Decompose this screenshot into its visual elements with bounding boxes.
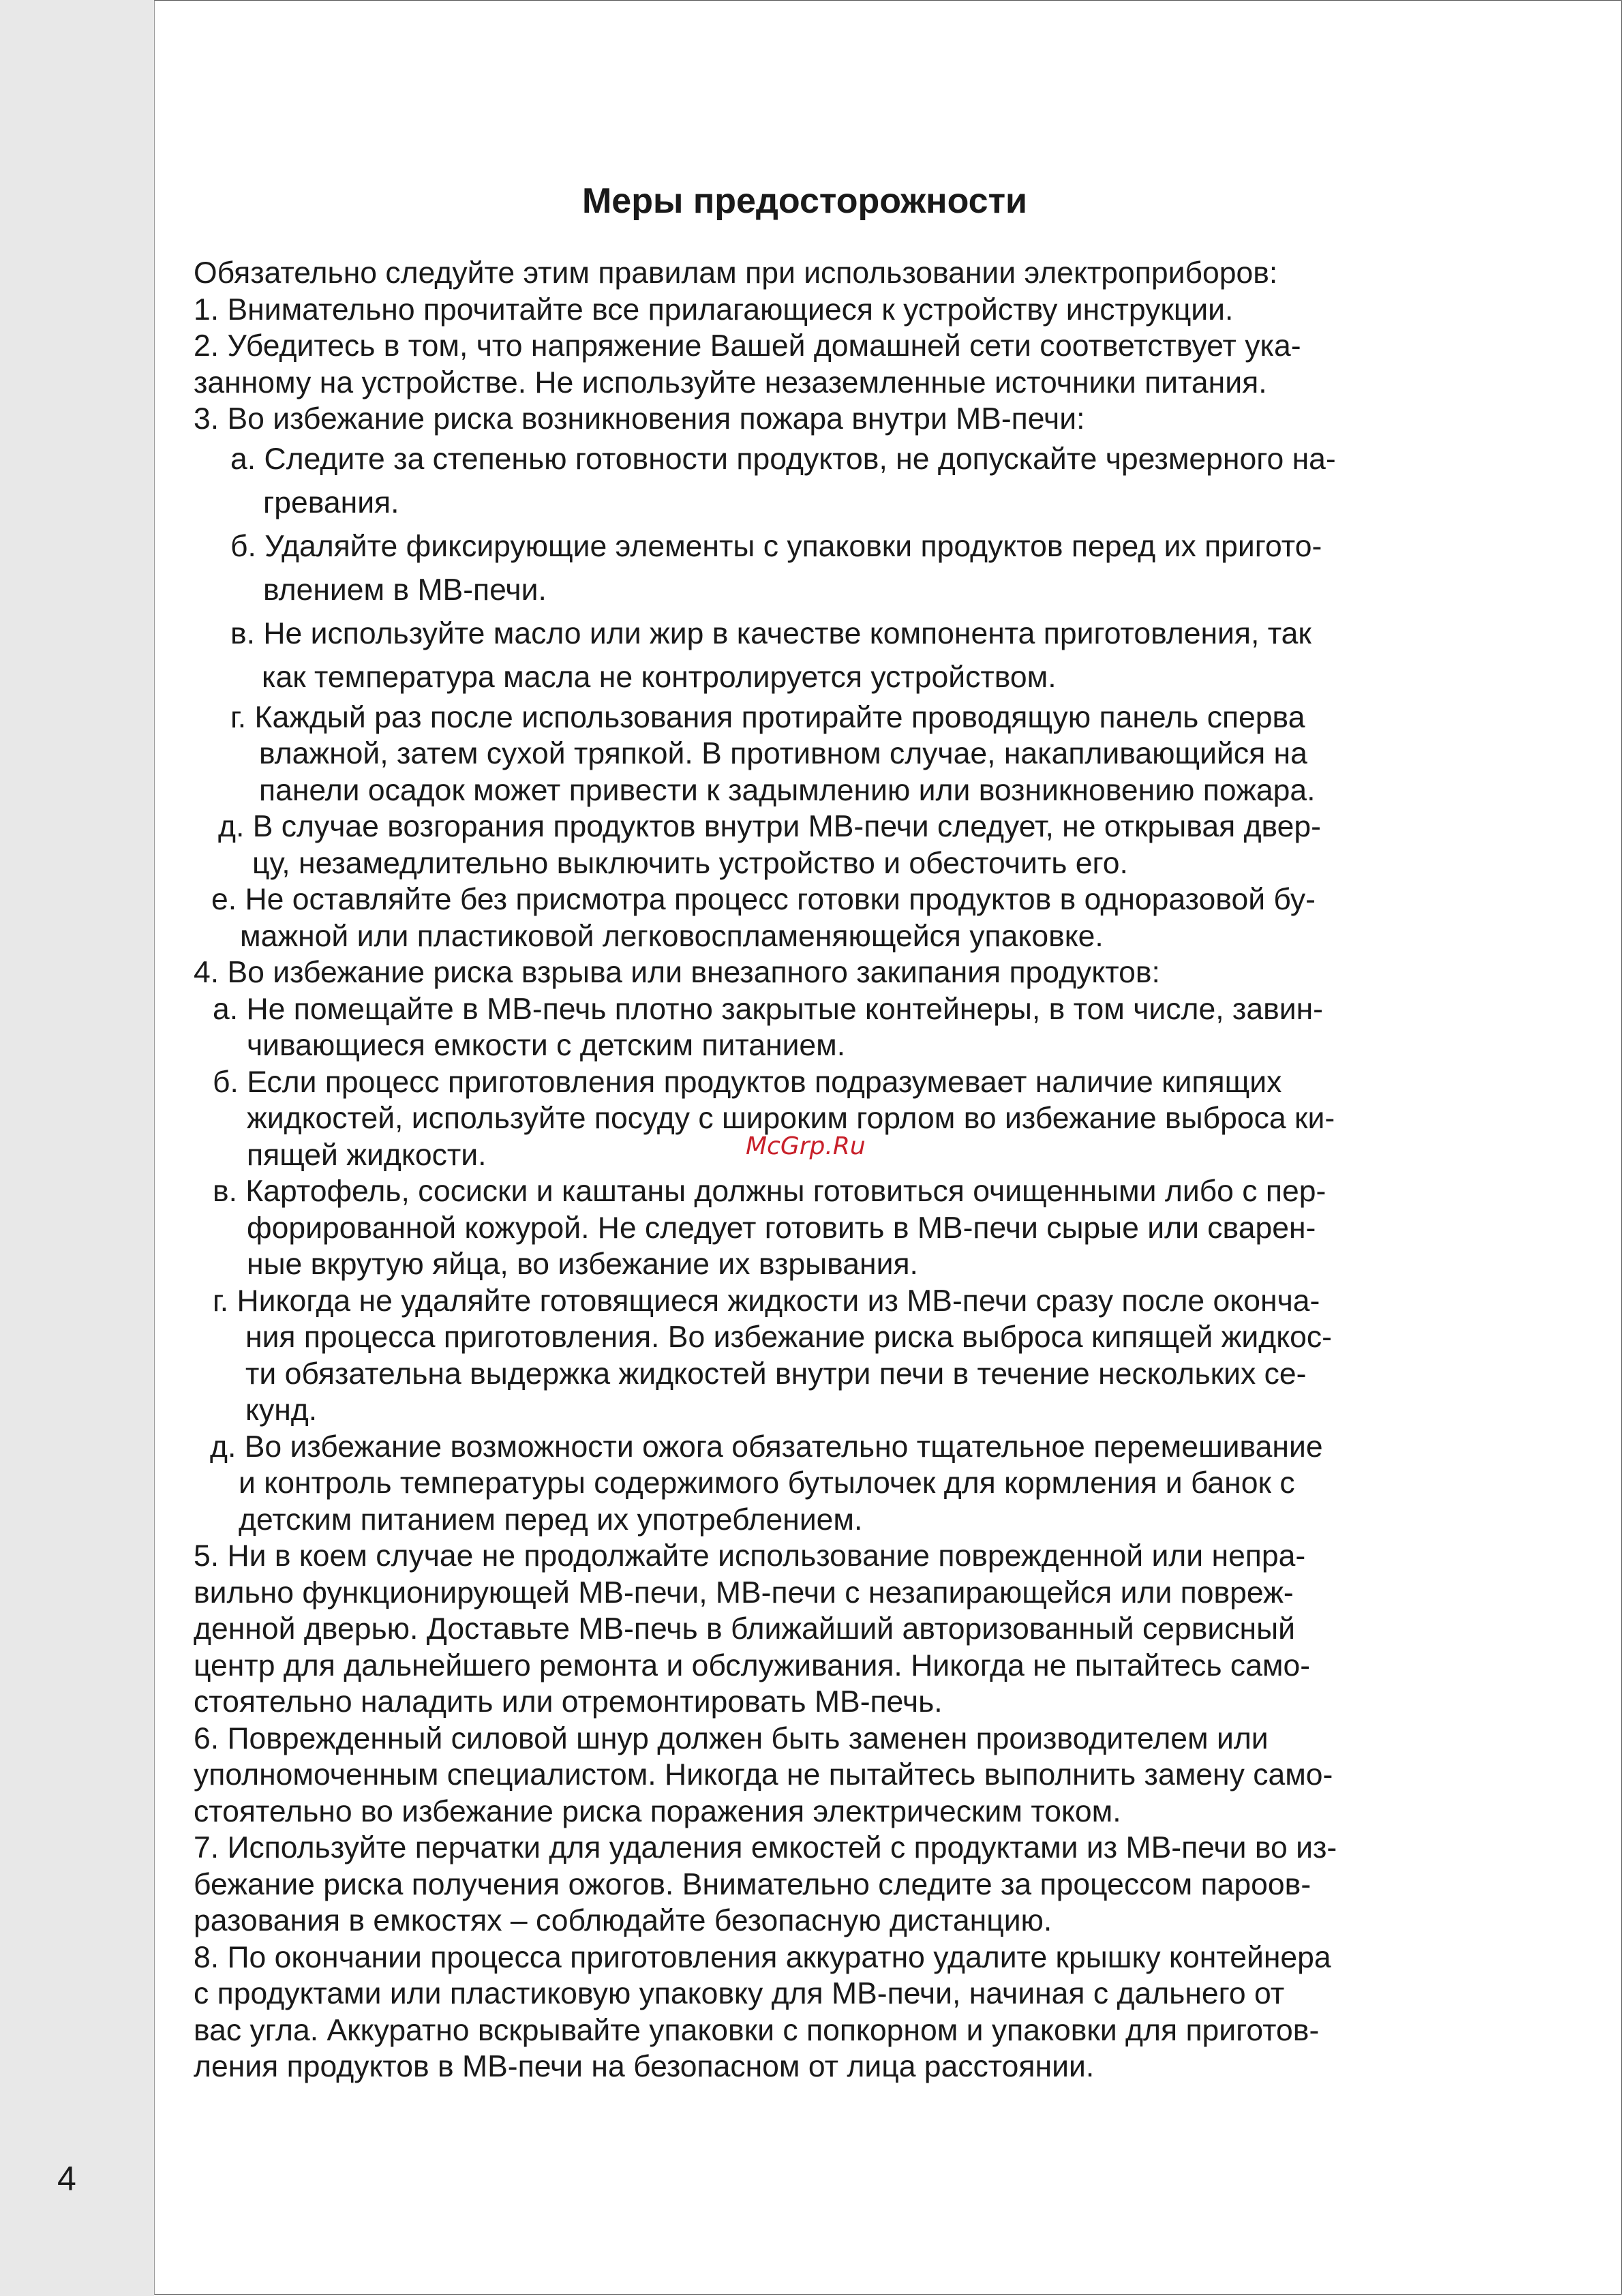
page-number: 4 bbox=[57, 2160, 76, 2198]
item-6-cont-2: стоятельно во избежание риска поражения электрическим током. bbox=[194, 1794, 1121, 1828]
item-5-cont-4: стоятельно наладить или отремонтировать МВ-печь. bbox=[194, 1685, 943, 1719]
item-4g-cont-1: ния процесса приготовления. Во избежание риска выброса кипящей жидкос- bbox=[245, 1320, 1333, 1354]
item-8-cont-2: вас угла. Аккуратно вскрывайте упаковки с попкорном и упаковки для приготов- bbox=[194, 2013, 1320, 2047]
item-4a-cont: чивающиеся емкости с детским питанием. bbox=[247, 1029, 846, 1062]
precautions-text bbox=[194, 255, 1448, 2085]
item-4v-cont-1: форированной кожурой. Не следует готовить в МВ-печи сырые или сварен- bbox=[247, 1211, 1316, 1245]
item-3g-cont-1: влажной, затем сухой тряпкой. В противном случае, накапливающийся на bbox=[259, 737, 1307, 770]
item-4g-cont-3: кунд. bbox=[245, 1393, 318, 1427]
item-7-cont-1: бежание риска получения ожогов. Внимательно следите за процессом пароов- bbox=[194, 1867, 1311, 1901]
item-2-cont: занному на устройстве. Не используйте незаземленные источники питания. bbox=[194, 365, 1267, 399]
item-5: 5. Ни в коем случае не продолжайте использование поврежденной или непра- bbox=[194, 1539, 1306, 1573]
item-3d: д. В случае возгорания продуктов внутри МВ-печи следует, не открывая двер- bbox=[218, 810, 1321, 843]
item-7-cont-2: разования в емкостях – соблюдайте безопасную дистанцию. bbox=[194, 1904, 1052, 1937]
page-title: Меры предосторожности bbox=[581, 181, 1028, 221]
watermark: McGrp.Ru bbox=[746, 1132, 866, 1160]
item-3b-cont: влением в МВ-печи. bbox=[263, 573, 547, 607]
item-4g-cont-2: ти обязательна выдержка жидкостей внутри печи в течение нескольких се- bbox=[245, 1357, 1307, 1391]
item-4b-cont-2: пящей жидкости. bbox=[247, 1138, 487, 1172]
item-3a-cont: гревания. bbox=[263, 485, 399, 519]
item-8: 8. По окончании процесса приготовления аккуратно удалите крышку контейнера bbox=[194, 1940, 1331, 1974]
item-5-cont-3: центр для дальнейшего ремонта и обслуживания. Никогда не пытайтесь само- bbox=[194, 1648, 1311, 1682]
item-4: 4. Во избежание риска взрыва или внезапного закипания продуктов: bbox=[194, 956, 1160, 989]
item-7: 7. Используйте перчатки для удаления емкостей с продуктами из МВ-печи во из- bbox=[194, 1831, 1337, 1864]
item-4b-cont-1: жидкостей, используйте посуду с широким горлом во избежание выброса ки- bbox=[247, 1102, 1335, 1135]
item-6: 6. Поврежденный силовой шнур должен быть заменен производителем или bbox=[194, 1721, 1269, 1755]
item-4d: д. Во избежание возможности ожога обязательно тщательное перемешивание bbox=[210, 1430, 1323, 1464]
item-4d-cont-1: и контроль температуры содержимого бутылочек для кормления и банок с bbox=[239, 1466, 1295, 1500]
item-6-cont-1: уполномоченным специалистом. Никогда не пытайтесь выполнить замену само- bbox=[194, 1758, 1333, 1792]
item-8-cont-1: с продуктами или пластиковую упаковку для МВ-печи, начиная с дальнего от bbox=[194, 1977, 1285, 2010]
item-4g: г. Никогда не удаляйте готовящиеся жидкости из МВ-печи сразу после оконча- bbox=[213, 1284, 1320, 1318]
item-4v: в. Картофель, сосиски и каштаны должны готовиться очищенными либо с пер- bbox=[213, 1175, 1326, 1208]
item-3a: а. Следите за степенью готовности продуктов, не допускайте чрезмерного на- bbox=[230, 442, 1336, 476]
item-8-cont-3: ления продуктов в МВ-печи на безопасном от лица расстоянии. bbox=[194, 2050, 1095, 2083]
intro-line: Обязательно следуйте этим правилам при использовании электроприборов: bbox=[194, 256, 1278, 290]
item-1: 1. Внимательно прочитайте все прилагающиеся к устройству инструкции. bbox=[194, 292, 1234, 327]
item-3e-cont: мажной или пластиковой легковоспламеняющейся упаковке. bbox=[240, 919, 1104, 953]
item-2: 2. Убедитесь в том, что напряжение Вашей домашней сети соответствует ука- bbox=[194, 329, 1301, 363]
item-3g: г. Каждый раз после использования протирайте проводящую панель сперва bbox=[230, 700, 1305, 734]
item-5-cont-2: денной дверью. Доставьте МВ-печь в ближайший авторизованный сервисный bbox=[194, 1612, 1295, 1646]
item-3e: е. Не оставляйте без присмотра процесс готовки продуктов в одноразовой бу- bbox=[211, 883, 1316, 916]
item-3b: б. Удаляйте фиксирующие элементы с упаковки продуктов перед их пригото- bbox=[230, 529, 1322, 563]
item-3d-cont: цу, незамедлительно выключить устройство и обесточить его. bbox=[252, 846, 1128, 880]
item-3: 3. Во избежание риска возникновения пожара внутри МВ-печи: bbox=[194, 402, 1085, 436]
item-5-cont-1: вильно функционирующей МВ-печи, МВ-печи с незапирающейся или повреж- bbox=[194, 1575, 1294, 1610]
left-margin-strip bbox=[0, 0, 154, 2296]
item-4d-cont-2: детским питанием перед их употреблением. bbox=[239, 1502, 863, 1537]
item-4a: а. Не помещайте в МВ-печь плотно закрытые контейнеры, в том числе, завин- bbox=[213, 992, 1323, 1026]
item-3v-cont: как температура масла не контролируется устройством. bbox=[262, 660, 1057, 694]
item-4v-cont-2: ные вкрутую яйца, во избежание их взрывания. bbox=[247, 1248, 918, 1281]
item-4b: б. Если процесс приготовления продуктов подразумевает наличие кипящих bbox=[213, 1065, 1282, 1099]
item-3v: в. Не используйте масло или жир в качестве компонента приготовления, так bbox=[230, 616, 1311, 650]
item-3g-cont-2: панели осадок может привести к задымлению или возникновению пожара. bbox=[259, 773, 1316, 807]
